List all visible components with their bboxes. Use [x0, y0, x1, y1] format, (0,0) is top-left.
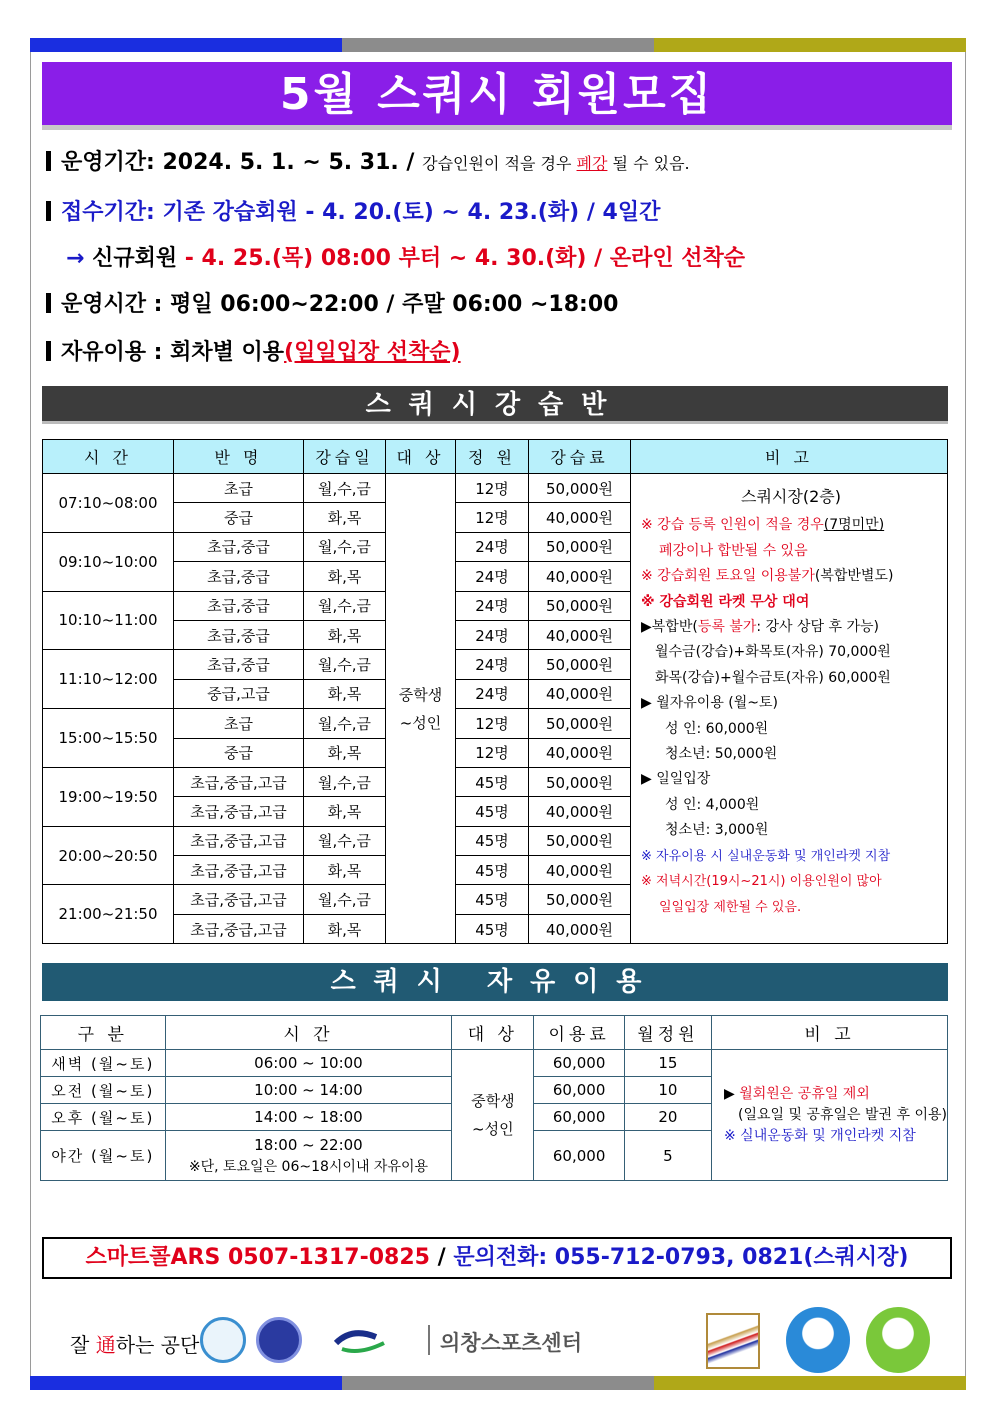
- time-cell: 09:10~10:00: [43, 532, 174, 591]
- free-notes: [712, 1050, 948, 1181]
- days-cell: 월,수,금: [304, 591, 386, 620]
- row-time: 06:00 ~ 10:00: [165, 1050, 452, 1077]
- capacity-cell: 12명: [456, 474, 529, 503]
- note-text: ▶ 일일입장: [641, 771, 711, 788]
- class-cell: 중급: [174, 738, 304, 767]
- col-time: 시 간: [165, 1016, 452, 1050]
- period-note-end: 될 수 있음.: [607, 154, 690, 173]
- bullet-mark: [46, 341, 51, 361]
- capacity-cell: 24명: [456, 562, 529, 591]
- capacity-cell: 24명: [456, 591, 529, 620]
- top-color-bar: [30, 38, 966, 52]
- free-use-value: (일일입장 선착순): [284, 340, 461, 365]
- col-fee: 이용료: [534, 1016, 624, 1050]
- row-fee: 60,000: [534, 1104, 624, 1131]
- class-cell: 초급,중급: [174, 532, 304, 561]
- registration-label: 접수기간:: [61, 200, 155, 225]
- period-label: 운영기간:: [61, 150, 155, 175]
- table-row: [43, 474, 948, 503]
- capacity-cell: 24명: [456, 679, 529, 708]
- time-cell: 21:00~21:50: [43, 885, 174, 944]
- fee-cell: 40,000원: [529, 914, 631, 943]
- contact-box: [42, 1237, 952, 1279]
- note-text: ▶ 월자유이용 (월~토): [641, 695, 778, 712]
- note-text: ※ 저녁시간(19시~21시) 이용인원이 많아: [641, 874, 882, 890]
- class-cell: 초급,중급,고급: [174, 914, 304, 943]
- free-use-table: [40, 1015, 948, 1181]
- table-row: [41, 1050, 948, 1077]
- col-notes: 비 고: [712, 1016, 948, 1050]
- class-cell: 초급,중급,고급: [174, 767, 304, 796]
- fee-cell: 40,000원: [529, 679, 631, 708]
- ars-number: 스마트콜ARS 0507-1317-0825: [85, 1245, 430, 1270]
- changwon-logo-icon: [332, 1325, 388, 1357]
- col-fee: 강습료: [529, 440, 631, 474]
- class-cell: 중급,고급: [174, 679, 304, 708]
- note-holiday-detail: (일요일 및 공휴일은 발권 후 이용): [738, 1106, 947, 1123]
- fee-cell: 40,000원: [529, 797, 631, 826]
- class-cell: 초급: [174, 709, 304, 738]
- note-text: 성 인: 60,000원: [665, 720, 769, 737]
- days-cell: 월,수,금: [304, 474, 386, 503]
- fee-cell: 40,000원: [529, 856, 631, 885]
- target-cell: 중학생 ~성인: [386, 474, 456, 944]
- col-target: 대 상: [386, 440, 456, 474]
- time-cell: 20:00~20:50: [43, 826, 174, 885]
- capacity-cell: 45명: [456, 885, 529, 914]
- row-fee: 60,000: [534, 1050, 624, 1077]
- triangle-icon: ▶: [724, 1085, 740, 1102]
- days-cell: 화,목: [304, 503, 386, 532]
- days-cell: 화,목: [304, 856, 386, 885]
- note-text: 성 인: 4,000원: [665, 796, 760, 813]
- days-cell: 화,목: [304, 914, 386, 943]
- class-cell: 중급: [174, 503, 304, 532]
- slogan-part: 하는 공단: [115, 1333, 200, 1357]
- center-name-logo: 의창스포츠센터: [440, 1331, 583, 1355]
- fee-cell: 50,000원: [529, 767, 631, 796]
- slogan-part: 잘: [70, 1333, 96, 1357]
- class-cell: 초급,중급,고급: [174, 885, 304, 914]
- footer-logos: [60, 1305, 940, 1377]
- row-label: 새벽 (월~토): [41, 1050, 166, 1077]
- note-line: [724, 1084, 947, 1105]
- capacity-cell: 45명: [456, 856, 529, 885]
- row-label: 야간 (월~토): [41, 1131, 166, 1181]
- note-text: : 강사 상담 후 가능): [756, 619, 880, 636]
- capacity-cell: 45명: [456, 767, 529, 796]
- fee-cell: 50,000원: [529, 826, 631, 855]
- capacity-cell: 12명: [456, 709, 529, 738]
- note-text: 월수금(강습)+화목토(자유) 70,000원: [655, 644, 891, 661]
- mascot-blue-icon: [786, 1307, 850, 1373]
- lesson-section-heading: 스쿼시강습반: [42, 386, 948, 424]
- ccm-badge-icon: [200, 1317, 246, 1363]
- row-time-main: 18:00 ~ 22:00: [254, 1135, 363, 1154]
- days-cell: 화,목: [304, 620, 386, 649]
- lesson-table: [42, 439, 948, 944]
- days-cell: 월,수,금: [304, 709, 386, 738]
- days-cell: 화,목: [304, 797, 386, 826]
- new-member-line: [66, 244, 745, 274]
- target-cell: 중학생 ~성인: [452, 1050, 534, 1181]
- fee-cell: 40,000원: [529, 738, 631, 767]
- class-cell: 초급,중급: [174, 591, 304, 620]
- time-cell: 07:10~08:00: [43, 474, 174, 533]
- hours-line: [46, 290, 618, 320]
- bullet-mark: [46, 293, 51, 313]
- row-time: [165, 1131, 452, 1181]
- mascot-green-icon: [866, 1307, 930, 1373]
- lesson-notes: [631, 474, 948, 944]
- note-text: ※ 강습 등록 인원이 적을 경우: [641, 517, 824, 534]
- fee-cell: 40,000원: [529, 503, 631, 532]
- days-cell: 화,목: [304, 738, 386, 767]
- capacity-cell: 45명: [456, 826, 529, 855]
- note-place: 스쿼시장(2층): [741, 487, 841, 506]
- capacity-cell: 24명: [456, 532, 529, 561]
- time-cell: 15:00~15:50: [43, 709, 174, 768]
- col-class: 반 명: [174, 440, 304, 474]
- class-cell: 초급,중급,고급: [174, 856, 304, 885]
- note-text: 청소년: 50,000원: [665, 746, 778, 763]
- days-cell: 월,수,금: [304, 650, 386, 679]
- days-cell: 월,수,금: [304, 767, 386, 796]
- new-member-value: - 4. 25.(목) 08:00 부터 ~ 4. 30.(화) / 온라인 선착순: [177, 246, 746, 271]
- row-time-note: ※단, 토요일은 06~18시이내 자유이용: [188, 1158, 429, 1175]
- note-text: ※ 강습회원 토요일 이용불가: [641, 568, 815, 585]
- row-capacity: 20: [624, 1104, 711, 1131]
- fee-cell: 50,000원: [529, 885, 631, 914]
- bullet-mark: [46, 151, 51, 171]
- period-note: 강습인원이 적을 경우: [422, 154, 577, 173]
- new-member-label: 신규회원: [92, 246, 178, 271]
- period-value: 2024. 5. 1. ~ 5. 31. /: [162, 150, 415, 175]
- fee-cell: 50,000원: [529, 532, 631, 561]
- class-cell: 초급,중급,고급: [174, 826, 304, 855]
- class-cell: 초급: [174, 474, 304, 503]
- row-label: 오후 (월~토): [41, 1104, 166, 1131]
- period-line: [46, 148, 690, 179]
- note-text: 화목(강습)+월수금토(자유) 60,000원: [655, 669, 891, 686]
- row-capacity: 5: [624, 1131, 711, 1181]
- capacity-cell: 24명: [456, 650, 529, 679]
- certification-badge-icon: [706, 1313, 760, 1369]
- capacity-cell: 12명: [456, 738, 529, 767]
- lesson-table-header: [43, 440, 948, 474]
- row-fee: 60,000: [534, 1077, 624, 1104]
- note-text: ※ 강습회원 라켓 무상 대여: [641, 593, 810, 610]
- separator: /: [429, 1245, 454, 1270]
- human-rights-badge-icon: [256, 1317, 302, 1363]
- free-use-label: 자유이용 : 회차별 이용: [61, 340, 285, 365]
- col-capacity: 월정원: [624, 1016, 711, 1050]
- row-time: 14:00 ~ 18:00: [165, 1104, 452, 1131]
- time-cell: 10:10~11:00: [43, 591, 174, 650]
- note-text: (7명미만): [823, 517, 885, 534]
- row-fee: 60,000: [534, 1131, 624, 1181]
- fee-cell: 50,000원: [529, 591, 631, 620]
- slogan-logo: [70, 1329, 199, 1358]
- col-time: 시 간: [43, 440, 174, 474]
- capacity-cell: 45명: [456, 914, 529, 943]
- row-time: 10:00 ~ 14:00: [165, 1077, 452, 1104]
- note-text: ▶복합반(: [641, 619, 698, 636]
- registration-value: 기존 강습회원 - 4. 20.(토) ~ 4. 23.(화) / 4일간: [162, 200, 661, 225]
- note-text: (복합반별도): [814, 568, 894, 585]
- note-text: 등록 불가: [697, 619, 757, 636]
- period-note-closure: 폐강: [576, 154, 608, 173]
- row-capacity: 15: [624, 1050, 711, 1077]
- time-cell: 19:00~19:50: [43, 767, 174, 826]
- fee-cell: 40,000원: [529, 562, 631, 591]
- free-use-line: [46, 338, 461, 368]
- registration-line: [46, 198, 660, 228]
- bullet-mark: [46, 201, 51, 221]
- col-category: 구 분: [41, 1016, 166, 1050]
- slogan-accent: 通: [95, 1333, 116, 1357]
- fee-cell: 50,000원: [529, 709, 631, 738]
- capacity-cell: 24명: [456, 620, 529, 649]
- note-holiday: 월회원은 공휴일 제외: [739, 1085, 870, 1102]
- days-cell: 월,수,금: [304, 885, 386, 914]
- free-table-header: [41, 1016, 948, 1050]
- col-capacity: 정 원: [456, 440, 529, 474]
- days-cell: 월,수,금: [304, 826, 386, 855]
- col-target: 대 상: [452, 1016, 534, 1050]
- days-cell: 화,목: [304, 679, 386, 708]
- class-cell: 초급,중급: [174, 562, 304, 591]
- capacity-cell: 12명: [456, 503, 529, 532]
- note-text: 폐강이나 합반될 수 있음: [659, 542, 808, 559]
- days-cell: 월,수,금: [304, 532, 386, 561]
- class-cell: 초급,중급: [174, 620, 304, 649]
- row-label: 오전 (월~토): [41, 1077, 166, 1104]
- inquiry-phone: 문의전화: 055-712-0793, 0821(스쿼시장): [453, 1245, 909, 1270]
- note-text: 일일입장 제한될 수 있음.: [659, 899, 802, 915]
- divider: [428, 1325, 430, 1355]
- note-text: ※ 자유이용 시 실내운동화 및 개인라켓 지참: [641, 848, 891, 864]
- col-days: 강습일: [304, 440, 386, 474]
- page-title: 5월 스쿼시 회원모집: [42, 62, 952, 130]
- col-notes: 비 고: [631, 440, 948, 474]
- hours-text: 운영시간 : 평일 06:00~22:00 / 주말 06:00 ~18:00: [61, 292, 619, 317]
- days-cell: 화,목: [304, 562, 386, 591]
- class-cell: 초급,중급,고급: [174, 797, 304, 826]
- fee-cell: 50,000원: [529, 474, 631, 503]
- free-section-heading: 스쿼시 자유이용: [42, 963, 948, 1001]
- arrow-icon: →: [66, 246, 93, 271]
- fee-cell: 50,000원: [529, 650, 631, 679]
- note-text: 청소년: 3,000원: [665, 822, 769, 839]
- note-gear: ※ 실내운동화 및 개인라켓 지참: [724, 1127, 916, 1144]
- row-capacity: 10: [624, 1077, 711, 1104]
- bottom-color-bar: [30, 1376, 966, 1390]
- time-cell: 11:10~12:00: [43, 650, 174, 709]
- fee-cell: 40,000원: [529, 620, 631, 649]
- capacity-cell: 45명: [456, 797, 529, 826]
- class-cell: 초급,중급: [174, 650, 304, 679]
